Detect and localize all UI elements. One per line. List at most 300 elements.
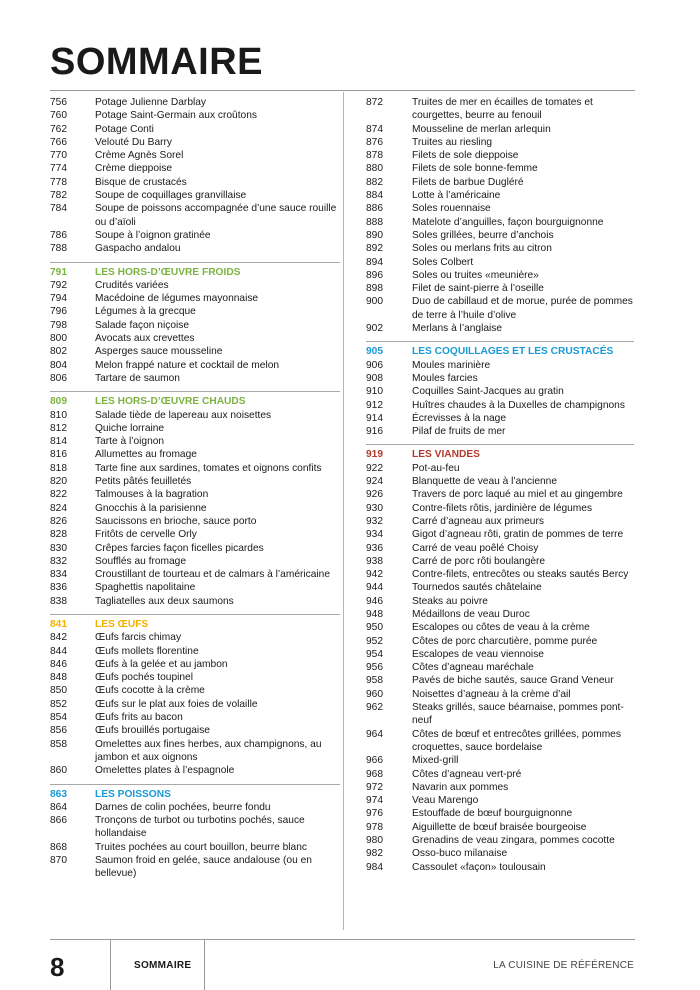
entry-title: Côtes de porc charcutière, pomme purée — [412, 635, 598, 647]
entry-title: Talmouses à la bagration — [95, 489, 209, 501]
entry-page-number: 874 — [366, 123, 383, 135]
entry-title: Veau Marengo — [412, 795, 479, 807]
entry-page-number: 812 — [50, 422, 67, 434]
toc-entry[interactable] — [366, 123, 634, 136]
entry-title: Truites au riesling — [412, 136, 493, 148]
entry-title: Carré de veau poêlé Choisy — [412, 542, 539, 554]
toc-entry[interactable] — [366, 608, 634, 621]
toc-entry[interactable] — [50, 854, 340, 881]
entry-page-number: 788 — [50, 243, 67, 255]
toc-entry[interactable] — [366, 807, 634, 820]
toc-entry[interactable] — [50, 176, 340, 189]
toc-entry[interactable] — [366, 528, 634, 541]
toc-entry[interactable] — [366, 754, 634, 767]
section-page-number: 863 — [50, 788, 67, 800]
toc-entry[interactable] — [366, 568, 634, 581]
entry-title: Œufs mollets florentine — [95, 645, 199, 657]
entry-title: Escalopes de veau viennoise — [412, 648, 544, 660]
entry-page-number: 848 — [50, 672, 67, 684]
entry-page-number: 896 — [366, 269, 383, 281]
entry-title: Côtes d’agneau vert-pré — [412, 768, 522, 780]
entry-title: Pilaf de fruits de mer — [412, 426, 506, 438]
toc-entry[interactable] — [366, 189, 634, 202]
entry-title: Tronçons de turbot ou turbotins pochés, sauce hollandaise — [95, 815, 305, 840]
entry-title: Omelettes plates à l’espagnole — [95, 765, 235, 777]
toc-entry[interactable] — [50, 435, 340, 448]
section-page-number: 905 — [366, 346, 383, 358]
entry-page-number: 962 — [366, 702, 383, 714]
toc-entry[interactable] — [366, 542, 634, 555]
entry-title: Salade tiède de lapereau aux noisettes — [95, 409, 272, 421]
toc-entry[interactable] — [50, 801, 340, 814]
toc-entry[interactable] — [50, 568, 340, 581]
entry-title: Mousseline de merlan arlequin — [412, 123, 551, 135]
toc-entry[interactable] — [50, 645, 340, 658]
entry-title: Filets de sole bonne-femme — [412, 163, 538, 175]
entry-title: Avocats aux crevettes — [95, 333, 195, 345]
entry-page-number: 934 — [366, 529, 383, 541]
toc-entry[interactable] — [50, 671, 340, 684]
toc-entry[interactable] — [366, 861, 634, 874]
section-heading[interactable] — [366, 345, 634, 358]
entry-page-number: 908 — [366, 372, 383, 384]
toc-entry[interactable] — [366, 781, 634, 794]
toc-entry[interactable] — [366, 96, 634, 123]
title-rule — [50, 90, 635, 91]
toc-entry[interactable] — [50, 515, 340, 528]
toc-entry[interactable] — [50, 814, 340, 841]
entry-title: Fritôts de cervelle Orly — [95, 529, 197, 541]
toc-entry[interactable] — [366, 794, 634, 807]
entry-page-number: 804 — [50, 359, 67, 371]
toc-entry[interactable] — [366, 661, 634, 674]
section-rule — [50, 262, 340, 263]
toc-entry[interactable] — [50, 189, 340, 202]
entry-page-number: 820 — [50, 476, 67, 488]
entry-page-number: 910 — [366, 386, 383, 398]
toc-entry[interactable] — [366, 595, 634, 608]
entry-page-number: 832 — [50, 555, 67, 567]
toc-section — [366, 341, 634, 438]
entry-page-number: 872 — [366, 97, 383, 108]
footer-section-label: SOMMAIRE — [134, 960, 192, 971]
toc-entry[interactable] — [50, 372, 340, 385]
entry-title: Œufs frits au bacon — [95, 712, 183, 724]
entry-title: Omelettes aux fines herbes, aux champignons, au jambon et aux oignons — [95, 738, 322, 763]
entry-page-number: 846 — [50, 658, 67, 670]
toc-entry[interactable] — [366, 269, 634, 282]
toc-entry[interactable] — [366, 216, 634, 229]
toc-entry[interactable] — [50, 542, 340, 555]
entry-page-number: 868 — [50, 841, 67, 853]
entry-title: Soles rouennaise — [412, 203, 491, 215]
entry-page-number: 834 — [50, 569, 67, 581]
footer-rule — [50, 939, 635, 940]
section-rule — [50, 391, 340, 392]
toc-entry[interactable] — [366, 282, 634, 295]
toc-entry[interactable] — [50, 149, 340, 162]
entry-title: Truites de mer en écailles de tomates et courgettes, beurre au fenouil — [412, 97, 593, 122]
toc-entry[interactable] — [366, 149, 634, 162]
toc-entry[interactable] — [366, 847, 634, 860]
toc-entry[interactable] — [50, 595, 340, 608]
toc-entry[interactable] — [366, 515, 634, 528]
entry-page-number: 886 — [366, 203, 383, 215]
entry-page-number: 828 — [50, 529, 67, 541]
section-heading[interactable] — [50, 266, 340, 279]
entry-title: Soles ou merlans frits au citron — [412, 243, 552, 255]
entry-page-number: 946 — [366, 595, 383, 607]
entry-page-number: 784 — [50, 203, 67, 215]
entry-page-number: 954 — [366, 648, 383, 660]
toc-entry[interactable] — [50, 631, 340, 644]
toc-column-left — [50, 96, 340, 881]
entry-page-number: 960 — [366, 688, 383, 700]
entry-page-number: 826 — [50, 515, 67, 527]
entry-page-number: 932 — [366, 515, 383, 527]
entry-page-number: 778 — [50, 176, 67, 188]
entry-title: Crudités variées — [95, 279, 169, 291]
entry-title: Carré de porc rôti boulangère — [412, 555, 546, 567]
toc-entry[interactable] — [50, 305, 340, 318]
entry-title: Cassoulet «façon» toulousain — [412, 861, 546, 873]
entry-page-number: 888 — [366, 216, 383, 228]
entry-page-number: 966 — [366, 755, 383, 767]
toc-entry[interactable] — [366, 242, 634, 255]
toc-entry[interactable] — [50, 162, 340, 175]
toc-entry[interactable] — [366, 834, 634, 847]
entry-page-number: 870 — [50, 855, 67, 867]
section-title: LES ŒUFS — [95, 618, 149, 630]
section-page-number: 791 — [50, 266, 67, 278]
entry-title: Noisettes d’agneau à la crème d’ail — [412, 688, 571, 700]
entry-title: Aiguillette de bœuf braisée bourgeoise — [412, 821, 587, 833]
entry-title: Spaghettis napolitaine — [95, 582, 196, 594]
section-rule — [50, 784, 340, 785]
entry-page-number: 924 — [366, 476, 383, 488]
entry-title: Œufs pochés toupinel — [95, 672, 193, 684]
toc-entry[interactable] — [50, 738, 340, 765]
toc-entry[interactable] — [50, 724, 340, 737]
page-number: 8 — [50, 952, 65, 982]
entry-page-number: 876 — [366, 136, 383, 148]
entry-title: Truites pochées au court bouillon, beurre blanc — [95, 841, 307, 853]
entry-title: Pot-au-feu — [412, 462, 460, 474]
entry-title: Côtes de bœuf et entrecôtes grillées, pommes croquettes, sauce bordelaise — [412, 728, 621, 753]
toc-entry[interactable] — [366, 728, 634, 755]
entry-title: Moules farcies — [412, 372, 478, 384]
entry-page-number: 810 — [50, 409, 67, 421]
toc-entry[interactable] — [366, 621, 634, 634]
footer-book-title: LA CUISINE DE RÉFÉRENCE — [493, 960, 634, 971]
entry-title: Merlans à l’anglaise — [412, 323, 503, 335]
entry-title: Escalopes ou côtes de veau à la crème — [412, 622, 590, 634]
entry-page-number: 814 — [50, 436, 67, 448]
toc-entry[interactable] — [50, 841, 340, 854]
toc-entry[interactable] — [366, 581, 634, 594]
toc-entry[interactable] — [50, 332, 340, 345]
entry-title: Travers de porc laqué au miel et au gingembre — [412, 489, 623, 501]
entry-page-number: 864 — [50, 801, 67, 813]
entry-page-number: 858 — [50, 738, 67, 750]
entry-page-number: 756 — [50, 97, 67, 108]
entry-page-number: 914 — [366, 412, 383, 424]
toc-entry[interactable] — [366, 488, 634, 501]
entry-page-number: 890 — [366, 229, 383, 241]
entry-title: Moules marinière — [412, 359, 491, 371]
toc-entry[interactable] — [366, 635, 634, 648]
entry-title: Crêpes farcies façon ficelles picardes — [95, 542, 264, 554]
toc-entry[interactable] — [366, 648, 634, 661]
entry-title: Tarte à l’oignon — [95, 436, 165, 448]
entry-title: Estouffade de bœuf bourguignonne — [412, 808, 573, 820]
entry-title: Carré d’agneau aux primeurs — [412, 515, 544, 527]
toc-entry[interactable] — [366, 176, 634, 189]
toc-entry[interactable] — [366, 462, 634, 475]
toc-entry[interactable] — [50, 488, 340, 501]
entry-title: Gaspacho andalou — [95, 243, 181, 255]
entry-title: Soupe à l’oignon gratinée — [95, 229, 211, 241]
page-title: SOMMAIRE — [50, 41, 263, 83]
section-heading[interactable] — [50, 618, 340, 631]
entry-page-number: 844 — [50, 645, 67, 657]
toc-entry[interactable] — [50, 229, 340, 242]
toc-entry[interactable] — [50, 96, 340, 109]
entry-title: Pavés de biche sautés, sauce Grand Veneur — [412, 675, 614, 687]
entry-page-number: 926 — [366, 489, 383, 501]
entry-page-number: 800 — [50, 333, 67, 345]
toc-entry[interactable] — [50, 448, 340, 461]
toc-entry[interactable] — [366, 475, 634, 488]
entry-page-number: 944 — [366, 582, 383, 594]
entry-page-number: 916 — [366, 426, 383, 438]
toc-entry[interactable] — [366, 385, 634, 398]
entry-page-number: 818 — [50, 462, 67, 474]
toc-entry[interactable] — [366, 372, 634, 385]
entry-title: Blanquette de veau à l’ancienne — [412, 476, 558, 488]
entry-title: Steaks au poivre — [412, 595, 488, 607]
toc-entry[interactable] — [50, 409, 340, 422]
toc-entry[interactable] — [50, 242, 340, 255]
entry-page-number: 958 — [366, 675, 383, 687]
entry-title: Osso-buco milanaise — [412, 848, 508, 860]
toc-entry[interactable] — [50, 345, 340, 358]
entry-page-number: 860 — [50, 765, 67, 777]
toc-entry[interactable] — [50, 319, 340, 332]
entry-page-number: 822 — [50, 489, 67, 501]
entry-title: Crème Agnès Sorel — [95, 150, 184, 162]
toc-entry[interactable] — [50, 555, 340, 568]
entry-title: Allumettes au fromage — [95, 449, 197, 461]
entry-title: Tartare de saumon — [95, 372, 180, 384]
toc-entry[interactable] — [366, 688, 634, 701]
entry-page-number: 984 — [366, 861, 383, 873]
entry-title: Melon frappé nature et cocktail de melon — [95, 359, 280, 371]
toc-entry[interactable] — [366, 555, 634, 568]
entry-page-number: 974 — [366, 795, 383, 807]
entry-page-number: 824 — [50, 502, 67, 514]
entry-title: Grenadins de veau zingara, pommes cocotte — [412, 835, 615, 847]
entry-page-number: 942 — [366, 569, 383, 581]
entry-title: Soupe de coquillages granvillaise — [95, 190, 247, 202]
toc-entry[interactable] — [366, 502, 634, 515]
toc-entry[interactable] — [50, 123, 340, 136]
entry-title: Filets de sole dieppoise — [412, 150, 519, 162]
entry-page-number: 898 — [366, 283, 383, 295]
toc-entry[interactable] — [366, 412, 634, 425]
toc-entry[interactable] — [50, 581, 340, 594]
toc-entry[interactable] — [50, 528, 340, 541]
entry-page-number: 842 — [50, 632, 67, 644]
toc-entry[interactable] — [50, 279, 340, 292]
entry-title: Œufs sur le plat aux foies de volaille — [95, 698, 258, 710]
entry-page-number: 774 — [50, 163, 67, 175]
toc-entry[interactable] — [50, 292, 340, 305]
entry-title: Soles Colbert — [412, 256, 474, 268]
entry-title: Œufs à la gelée et au jambon — [95, 658, 228, 670]
toc-entry[interactable] — [366, 256, 634, 269]
footer-divider — [110, 940, 111, 990]
entry-page-number: 856 — [50, 725, 67, 737]
entry-title: Bisque de crustacés — [95, 176, 187, 188]
entry-title: Côtes d’agneau maréchale — [412, 662, 534, 674]
section-title: LES HORS-D’ŒUVRE CHAUDS — [95, 396, 246, 408]
entry-page-number: 816 — [50, 449, 67, 461]
column-divider — [343, 92, 344, 930]
entry-title: Duo de cabillaud et de morue, purée de pommes de terre à l’huile d’olive — [412, 296, 633, 321]
toc-entry[interactable] — [366, 674, 634, 687]
section-rule — [366, 444, 634, 445]
entry-title: Coquilles Saint-Jacques au gratin — [412, 386, 564, 398]
section-title: LES POISSONS — [95, 788, 171, 800]
entry-title: Crème dieppoise — [95, 163, 173, 175]
entry-page-number: 794 — [50, 293, 67, 305]
section-heading[interactable] — [50, 395, 340, 408]
entry-page-number: 878 — [366, 150, 383, 162]
toc-entry[interactable] — [50, 136, 340, 149]
toc-entry[interactable] — [50, 109, 340, 122]
entry-title: Tagliatelles aux deux saumons — [95, 595, 234, 607]
toc-entry[interactable] — [50, 462, 340, 475]
entry-title: Potage Conti — [95, 123, 154, 135]
toc-entry[interactable] — [366, 162, 634, 175]
entry-title: Petits pâtés feuilletés — [95, 476, 192, 488]
toc-entry[interactable] — [50, 502, 340, 515]
entry-page-number: 922 — [366, 462, 383, 474]
entry-title: Navarin aux pommes — [412, 781, 509, 793]
toc-entry[interactable] — [50, 698, 340, 711]
entry-title: Contre-filets, entrecôtes ou steaks sautés Bercy — [412, 569, 629, 581]
toc-entry[interactable] — [50, 764, 340, 777]
entry-page-number: 852 — [50, 698, 67, 710]
entry-page-number: 760 — [50, 110, 67, 122]
toc-entry[interactable] — [50, 658, 340, 671]
toc-entry[interactable] — [50, 359, 340, 372]
entry-page-number: 762 — [50, 123, 67, 135]
entry-page-number: 948 — [366, 608, 383, 620]
entry-title: Œufs brouillés portugaise — [95, 725, 210, 737]
section-heading[interactable] — [50, 788, 340, 801]
toc-section — [50, 96, 340, 256]
entry-title: Quiche lorraine — [95, 422, 165, 434]
entry-title: Croustillant de tourteau et de calmars à l’américaine — [95, 569, 330, 581]
footer-divider — [204, 940, 205, 990]
entry-page-number: 978 — [366, 821, 383, 833]
entry-page-number: 956 — [366, 662, 383, 674]
toc-section — [50, 784, 340, 881]
toc-entry[interactable] — [50, 422, 340, 435]
entry-page-number: 884 — [366, 190, 383, 202]
entry-page-number: 806 — [50, 372, 67, 384]
toc-section — [50, 262, 340, 386]
entry-page-number: 950 — [366, 622, 383, 634]
entry-page-number: 880 — [366, 163, 383, 175]
entry-title: Potage Julienne Darblay — [95, 97, 207, 108]
entry-page-number: 968 — [366, 768, 383, 780]
entry-title: Salade façon niçoise — [95, 319, 190, 331]
toc-entry[interactable] — [366, 359, 634, 372]
entry-title: Velouté Du Barry — [95, 136, 173, 148]
toc-entry[interactable] — [366, 821, 634, 834]
entry-title: Soles ou truites «meunière» — [412, 269, 539, 281]
toc-entry[interactable] — [366, 322, 634, 335]
entry-page-number: 906 — [366, 359, 383, 371]
toc-entry[interactable] — [366, 202, 634, 215]
toc-column-right — [366, 96, 634, 874]
toc-entry[interactable] — [366, 701, 634, 728]
section-heading[interactable] — [366, 448, 634, 461]
entry-title: Gigot d’agneau rôti, gratin de pommes de terre — [412, 529, 624, 541]
entry-title: Lotte à l’américaine — [412, 190, 501, 202]
entry-page-number: 796 — [50, 306, 67, 318]
entry-title: Filet de saint-pierre à l’oseille — [412, 283, 544, 295]
entry-page-number: 838 — [50, 595, 67, 607]
toc-entry[interactable] — [366, 229, 634, 242]
toc-entry[interactable] — [366, 399, 634, 412]
entry-title: Gnocchis à la parisienne — [95, 502, 207, 514]
section-title: LES VIANDES — [412, 449, 480, 461]
entry-title: Œufs cocotte à la crème — [95, 685, 205, 697]
entry-page-number: 892 — [366, 243, 383, 255]
entry-title: Soufflés au fromage — [95, 555, 186, 567]
entry-page-number: 976 — [366, 808, 383, 820]
entry-page-number: 982 — [366, 848, 383, 860]
entry-page-number: 766 — [50, 136, 67, 148]
entry-page-number: 836 — [50, 582, 67, 594]
entry-page-number: 936 — [366, 542, 383, 554]
entry-title: Potage Saint-Germain aux croûtons — [95, 110, 257, 122]
toc-entry[interactable] — [366, 768, 634, 781]
entry-title: Mixed-grill — [412, 755, 459, 767]
toc-entry[interactable] — [50, 711, 340, 724]
section-page-number: 841 — [50, 618, 67, 630]
toc-entry[interactable] — [50, 202, 340, 229]
toc-entry[interactable] — [366, 425, 634, 438]
toc-entry[interactable] — [366, 136, 634, 149]
entry-page-number: 782 — [50, 190, 67, 202]
entry-page-number: 802 — [50, 346, 67, 358]
toc-section — [50, 391, 340, 608]
toc-entry[interactable] — [50, 684, 340, 697]
entry-page-number: 866 — [50, 815, 67, 827]
toc-entry[interactable] — [366, 295, 634, 322]
entry-page-number: 900 — [366, 296, 383, 308]
section-page-number: 809 — [50, 396, 67, 408]
entry-page-number: 854 — [50, 712, 67, 724]
toc-entry[interactable] — [50, 475, 340, 488]
entry-title: Soupe de poissons accompagnée d’une sauce rouille ou d’aïoli — [95, 203, 337, 228]
entry-title: Tournedos sautés châtelaine — [412, 582, 542, 594]
